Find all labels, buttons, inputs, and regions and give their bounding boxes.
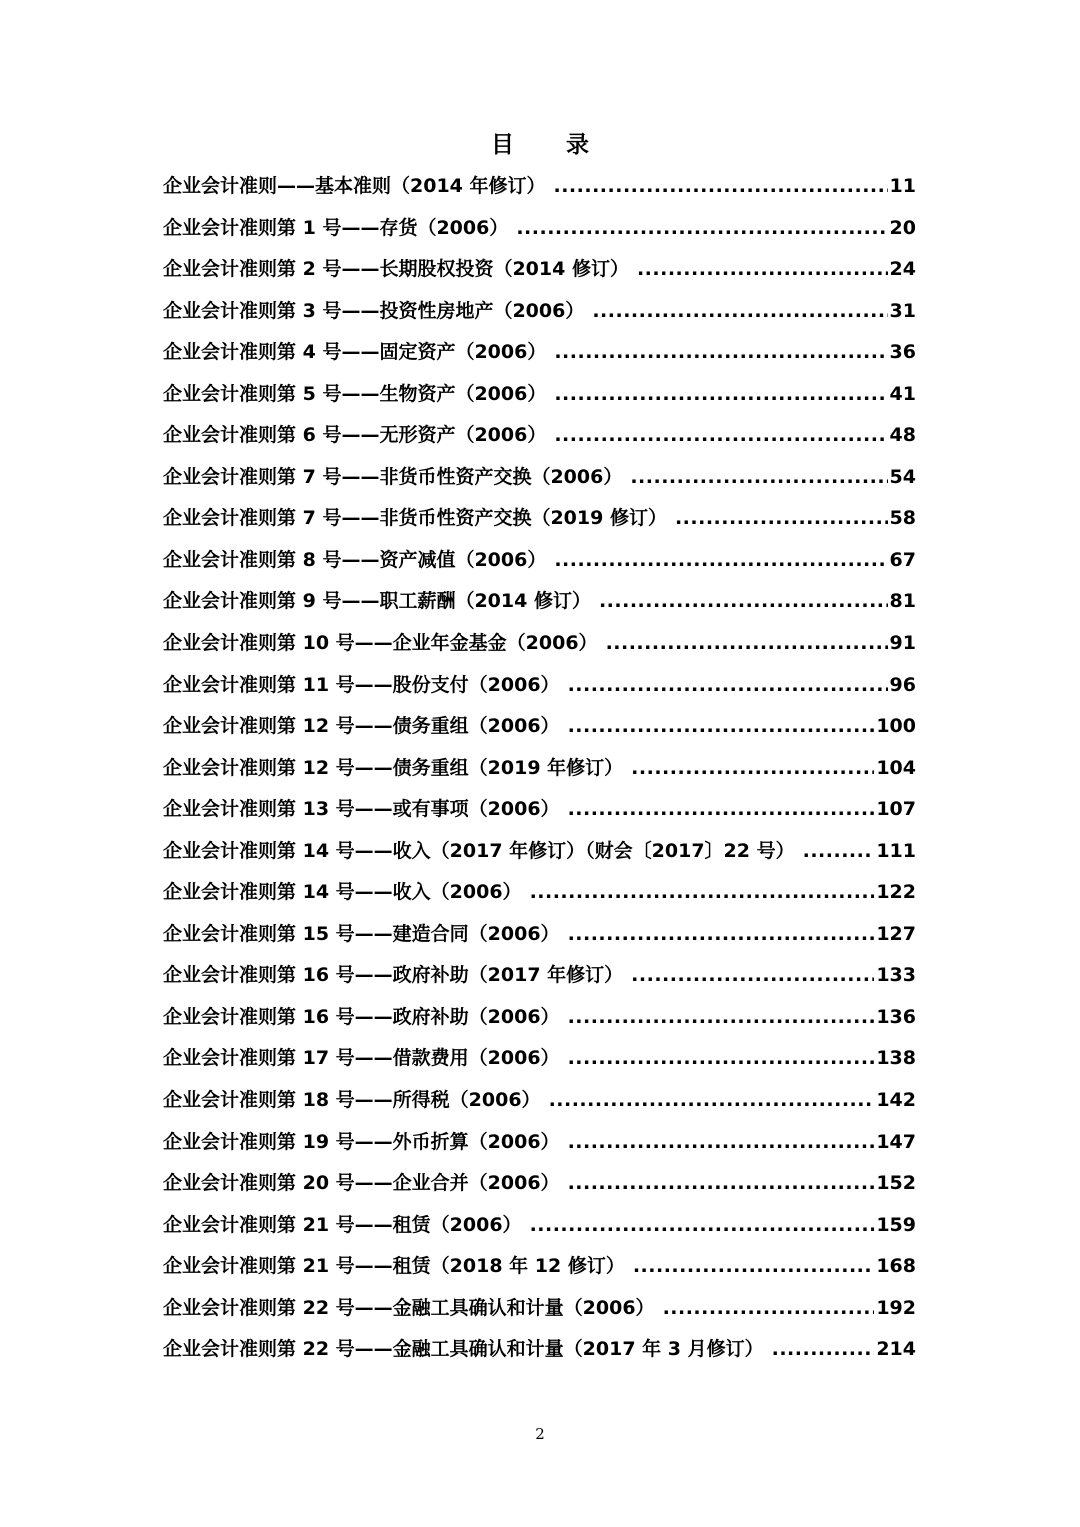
toc-dot-leader [633,1246,874,1288]
toc-entry-page: 147 [876,1130,916,1153]
toc-entry-page: 20 [889,216,916,239]
toc-entry-page: 54 [889,465,916,488]
toc-dot-leader [630,457,887,499]
toc-entry-title: 企业会计准则第 17 号——借款费用（2006） [163,1047,560,1070]
toc-entry[interactable] [163,498,916,540]
table-of-contents [163,166,916,1371]
toc-entry[interactable] [163,831,916,873]
page-number: 2 [535,1425,545,1443]
toc-entry-page: 168 [876,1255,916,1278]
toc-entry-title: 企业会计准则第 20 号——企业合并（2006） [163,1172,560,1195]
toc-entry-title: 企业会计准则第 8 号——资产减值（2006） [163,548,547,571]
toc-entry-page: 133 [876,964,916,987]
toc-entry-title: 企业会计准则第 3 号——投资性房地产（2006） [163,299,585,322]
toc-entry-page: 81 [889,590,916,613]
toc-dot-leader [803,831,875,873]
toc-entry-title: 企业会计准则第 22 号——金融工具确认和计量（2006） [163,1296,655,1319]
toc-dot-leader [631,748,874,790]
toc-entry[interactable] [163,1080,916,1122]
toc-entry-page: 122 [876,881,916,904]
toc-entry[interactable] [163,208,916,250]
toc-entry-page: 138 [876,1047,916,1070]
toc-entry[interactable] [163,706,916,748]
toc-dot-leader [554,332,887,374]
toc-entry-title: 企业会计准则第 10 号——企业年金基金（2006） [163,632,598,655]
toc-entry-title: 企业会计准则第 12 号——债务重组（2019 年修订） [163,756,624,779]
toc-dot-leader [516,208,887,250]
toc-dot-leader [568,789,875,831]
toc-entry-title: 企业会计准则第 7 号——非货币性资产交换（2019 修订） [163,507,667,530]
toc-entry-page: 36 [889,341,916,364]
toc-dot-leader [568,997,875,1039]
toc-dot-leader [568,1038,875,1080]
toc-entry[interactable] [163,748,916,790]
toc-entry[interactable] [163,1205,916,1247]
toc-entry[interactable] [163,581,916,623]
toc-entry-title: 企业会计准则第 16 号——政府补助（2017 年修订） [163,964,624,987]
toc-dot-leader [530,1205,875,1247]
toc-entry[interactable] [163,789,916,831]
toc-entry-page: 192 [876,1296,916,1319]
toc-entry-title: 企业会计准则第 16 号——政府补助（2006） [163,1005,560,1028]
page-title: 目 录 [490,132,611,158]
toc-dot-leader [568,914,875,956]
toc-dot-leader [568,1163,875,1205]
toc-entry[interactable] [163,1038,916,1080]
toc-entry-title: 企业会计准则第 1 号——存货（2006） [163,216,509,239]
toc-entry-title: 企业会计准则第 21 号——租赁（2006） [163,1213,522,1236]
toc-dot-leader [592,291,887,333]
toc-entry-page: 152 [876,1172,916,1195]
toc-dot-leader [637,249,888,291]
toc-entry-page: 142 [876,1089,916,1112]
toc-entry-title: 企业会计准则第 14 号——收入（2017 年修订）（财会〔2017〕22 号） [163,839,795,862]
toc-entry-title: 企业会计准则第 7 号——非货币性资产交换（2006） [163,465,623,488]
toc-entry-page: 159 [876,1213,916,1236]
toc-entry-page: 107 [876,798,916,821]
toc-dot-leader [568,706,875,748]
toc-dot-leader [663,1288,875,1330]
toc-entry[interactable] [163,374,916,416]
toc-entry-title: 企业会计准则第 15 号——建造合同（2006） [163,922,560,945]
toc-entry-title: 企业会计准则第 11 号——股份支付（2006） [163,673,560,696]
toc-entry[interactable] [163,1163,916,1205]
toc-entry-title: 企业会计准则第 6 号——无形资产（2006） [163,424,547,447]
toc-entry-title: 企业会计准则第 19 号——外币折算（2006） [163,1130,560,1153]
toc-entry-title: 企业会计准则第 4 号——固定资产（2006） [163,341,547,364]
toc-entry-page: 48 [889,424,916,447]
toc-entry[interactable] [163,914,916,956]
toc-entry-title: 企业会计准则第 22 号——金融工具确认和计量（2017 年 3 月修订） [163,1338,764,1361]
toc-entry-title: 企业会计准则第 13 号——或有事项（2006） [163,798,560,821]
toc-dot-leader [549,1080,875,1122]
toc-entry-title: 企业会计准则——基本准则（2014 年修订） [163,175,546,197]
toc-dot-leader [554,540,887,582]
toc-entry-page: 214 [876,1338,916,1361]
toc-dot-leader [599,581,888,623]
toc-entry-page: 111 [876,839,916,862]
toc-entry-page: 136 [876,1005,916,1028]
toc-entry[interactable] [163,1246,916,1288]
toc-dot-leader [568,1122,875,1164]
toc-entry[interactable] [163,1122,916,1164]
toc-entry-page: 11 [889,175,916,197]
toc-entry[interactable] [163,166,916,208]
toc-entry-title: 企业会计准则第 2 号——长期股权投资（2014 修订） [163,258,629,281]
toc-entry[interactable] [163,1329,916,1371]
toc-entry-title: 企业会计准则第 14 号——收入（2006） [163,881,522,904]
toc-entry[interactable] [163,457,916,499]
toc-entry-page: 91 [889,632,916,655]
toc-entry[interactable] [163,332,916,374]
toc-entry-page: 24 [889,258,916,281]
toc-entry-page: 100 [876,715,916,738]
toc-entry-title: 企业会计准则第 9 号——职工薪酬（2014 修订） [163,590,591,613]
toc-entry-title: 企业会计准则第 12 号——债务重组（2006） [163,715,560,738]
toc-entry-page: 31 [889,299,916,322]
toc-entry[interactable] [163,540,916,582]
toc-entry-page: 41 [889,382,916,405]
toc-dot-leader [530,872,875,914]
toc-entry[interactable] [163,955,916,997]
toc-entry-page: 67 [889,548,916,571]
toc-entry[interactable] [163,623,916,665]
toc-entry-title: 企业会计准则第 18 号——所得税（2006） [163,1089,541,1112]
toc-dot-leader [568,665,888,707]
toc-dot-leader [675,498,888,540]
toc-dot-leader [606,623,888,665]
toc-entry[interactable] [163,249,916,291]
toc-entry-page: 58 [889,507,916,530]
toc-entry[interactable] [163,291,916,333]
toc-entry-title: 企业会计准则第 5 号——生物资产（2006） [163,382,547,405]
toc-entry-page: 96 [889,673,916,696]
toc-entry[interactable] [163,997,916,1039]
toc-entry-page: 104 [876,756,916,779]
toc-entry[interactable] [163,1288,916,1330]
toc-entry-page: 127 [876,922,916,945]
toc-entry[interactable] [163,872,916,914]
toc-dot-leader [631,955,874,997]
toc-dot-leader [554,166,888,208]
toc-entry[interactable] [163,415,916,457]
toc-entry-title: 企业会计准则第 21 号——租赁（2018 年 12 修订） [163,1255,625,1278]
toc-entry[interactable] [163,665,916,707]
toc-dot-leader [772,1329,875,1371]
toc-dot-leader [554,374,887,416]
toc-dot-leader [554,415,887,457]
